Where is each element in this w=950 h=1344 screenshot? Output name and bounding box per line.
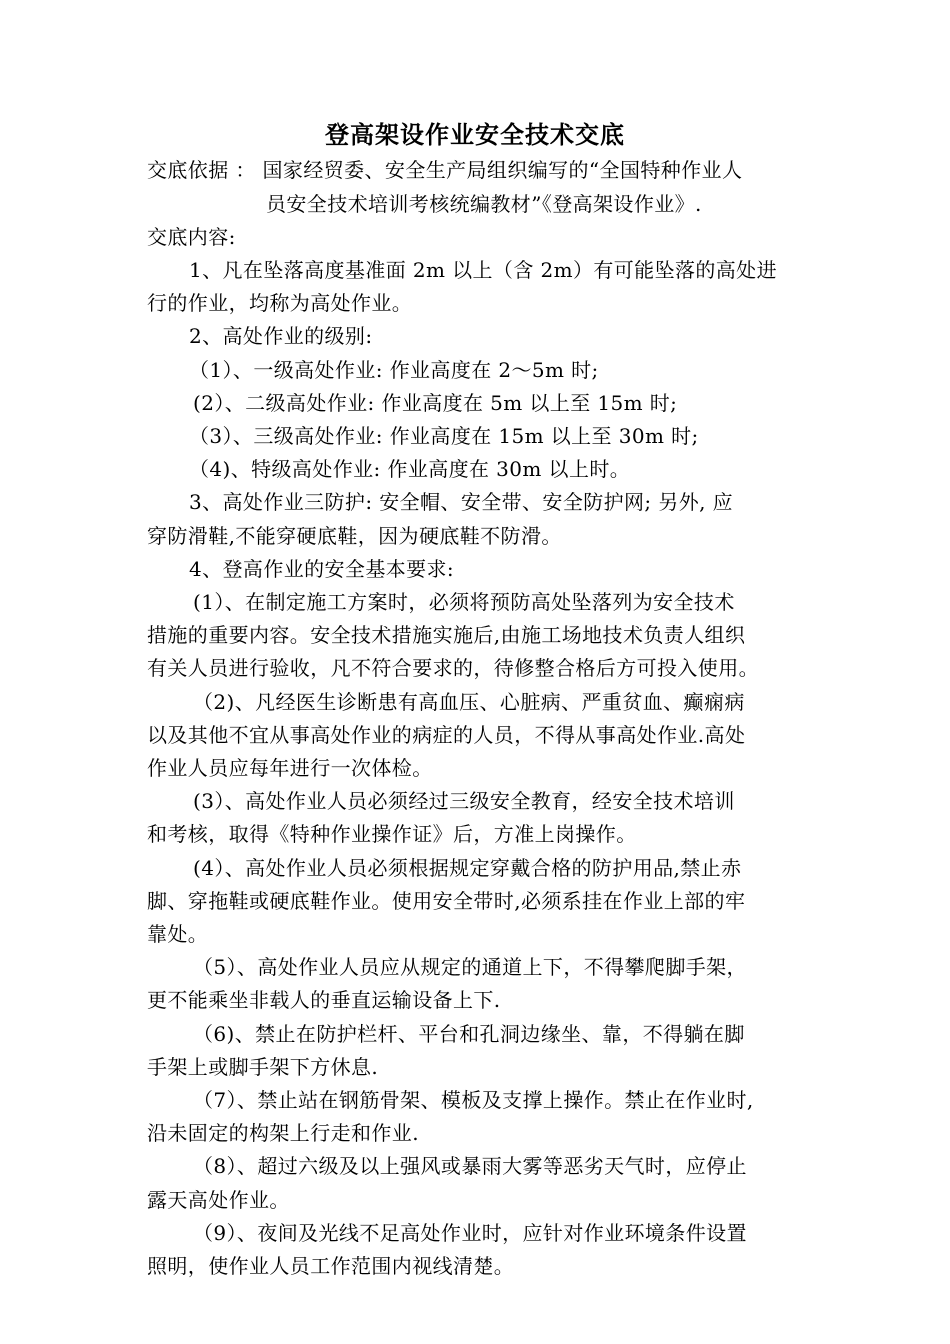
text-line: （5）、高处作业人员应从规定的通道上下，不得攀爬脚手架， [193,955,747,979]
text-line: （6)、禁止在防护栏杆、平台和孔洞边缘坐、靠，不得躺在脚 [193,1022,745,1046]
text-line: （7）、禁止站在钢筋骨架、模板及支撑上操作。禁止在作业时, [193,1088,754,1112]
text-line: 沿未固定的构架上行走和作业. [147,1121,419,1145]
text-line: 更不能乘坐非载人的垂直运输设备上下. [147,988,501,1012]
text-line: （8）、超过六级及以上强风或暴雨大雾等恶劣天气时，应停止 [193,1154,747,1178]
text-line: （2)、凡经医生诊断患有高血压、心脏病、严重贫血、癫痫病 [193,690,745,714]
text-line: 和考核，取得《特种作业操作证》后，方准上岗操作。 [147,822,637,846]
text-line: 脚、穿拖鞋或硬底鞋作业。使用安全带时,必须系挂在作业上部的牢 [147,889,746,913]
text-line: （3）、三级高处作业: 作业高度在 15m 以上至 30m 时; [189,424,699,448]
text-line: 4、登高作业的安全基本要求: [189,557,455,581]
text-line: 露天高处作业。 [147,1188,290,1212]
text-line: （1）、一级高处作业: 作业高度在 2～5m 时; [189,358,599,382]
text-line: 作业人员应每年进行一次体检。 [147,756,433,780]
text-line: 1、凡在坠落高度基准面 2m 以上（含 2m）有可能坠落的高处进 [189,258,777,282]
text-line: 穿防滑鞋,不能穿硬底鞋，因为硬底鞋不防滑。 [147,524,562,548]
text-line: 措施的重要内容。安全技术措施实施后,由施工场地技术负责人组织 [147,623,746,647]
text-line: 有关人员进行验收，凡不符合要求的，待修整合格后方可投入使用。 [147,656,759,680]
text-line: 3、高处作业三防护: 安全帽、安全带、安全防护网; 另外, 应 [189,490,734,514]
text-line: 行的作业，均称为高处作业。 [147,291,413,315]
text-line: 靠处。 [147,922,209,946]
text-line: 以及其他不宜从事高处作业的病症的人员，不得从事高处作业.高处 [147,723,746,747]
text-line: (4）、高处作业人员必须根据规定穿戴合格的防护用品,禁止赤 [193,856,742,880]
text-line: 手架上或脚手架下方休息. [147,1055,379,1079]
text-line: （4)、特级高处作业: 作业高度在 30m 以上时。 [189,457,631,481]
text-line: （9）、夜间及光线不足高处作业时，应针对作业环境条件设置 [193,1221,747,1245]
text-line: (2）、二级高处作业: 作业高度在 5m 以上至 15m 时; [193,391,678,415]
text-line: 员安全技术培训考核统编教材”《登高架设作业》. [266,192,702,216]
text-line: 交底依据 ： 国家经贸委、安全生产局组织编写的“全国特种作业人 [147,158,743,182]
text-line: 交底内容: [147,225,236,249]
text-line: 照明，使作业人员工作范围内视线清楚。 [147,1254,515,1278]
text-line: 2、高处作业的级别: [189,324,373,348]
text-line: (3）、高处作业人员必须经过三级安全教育，经安全技术培训 [193,789,735,813]
text-line: (1）、在制定施工方案时，必须将预防高处坠落列为安全技术 [193,590,735,614]
document-title: 登高架设作业安全技术交底 [325,120,625,149]
